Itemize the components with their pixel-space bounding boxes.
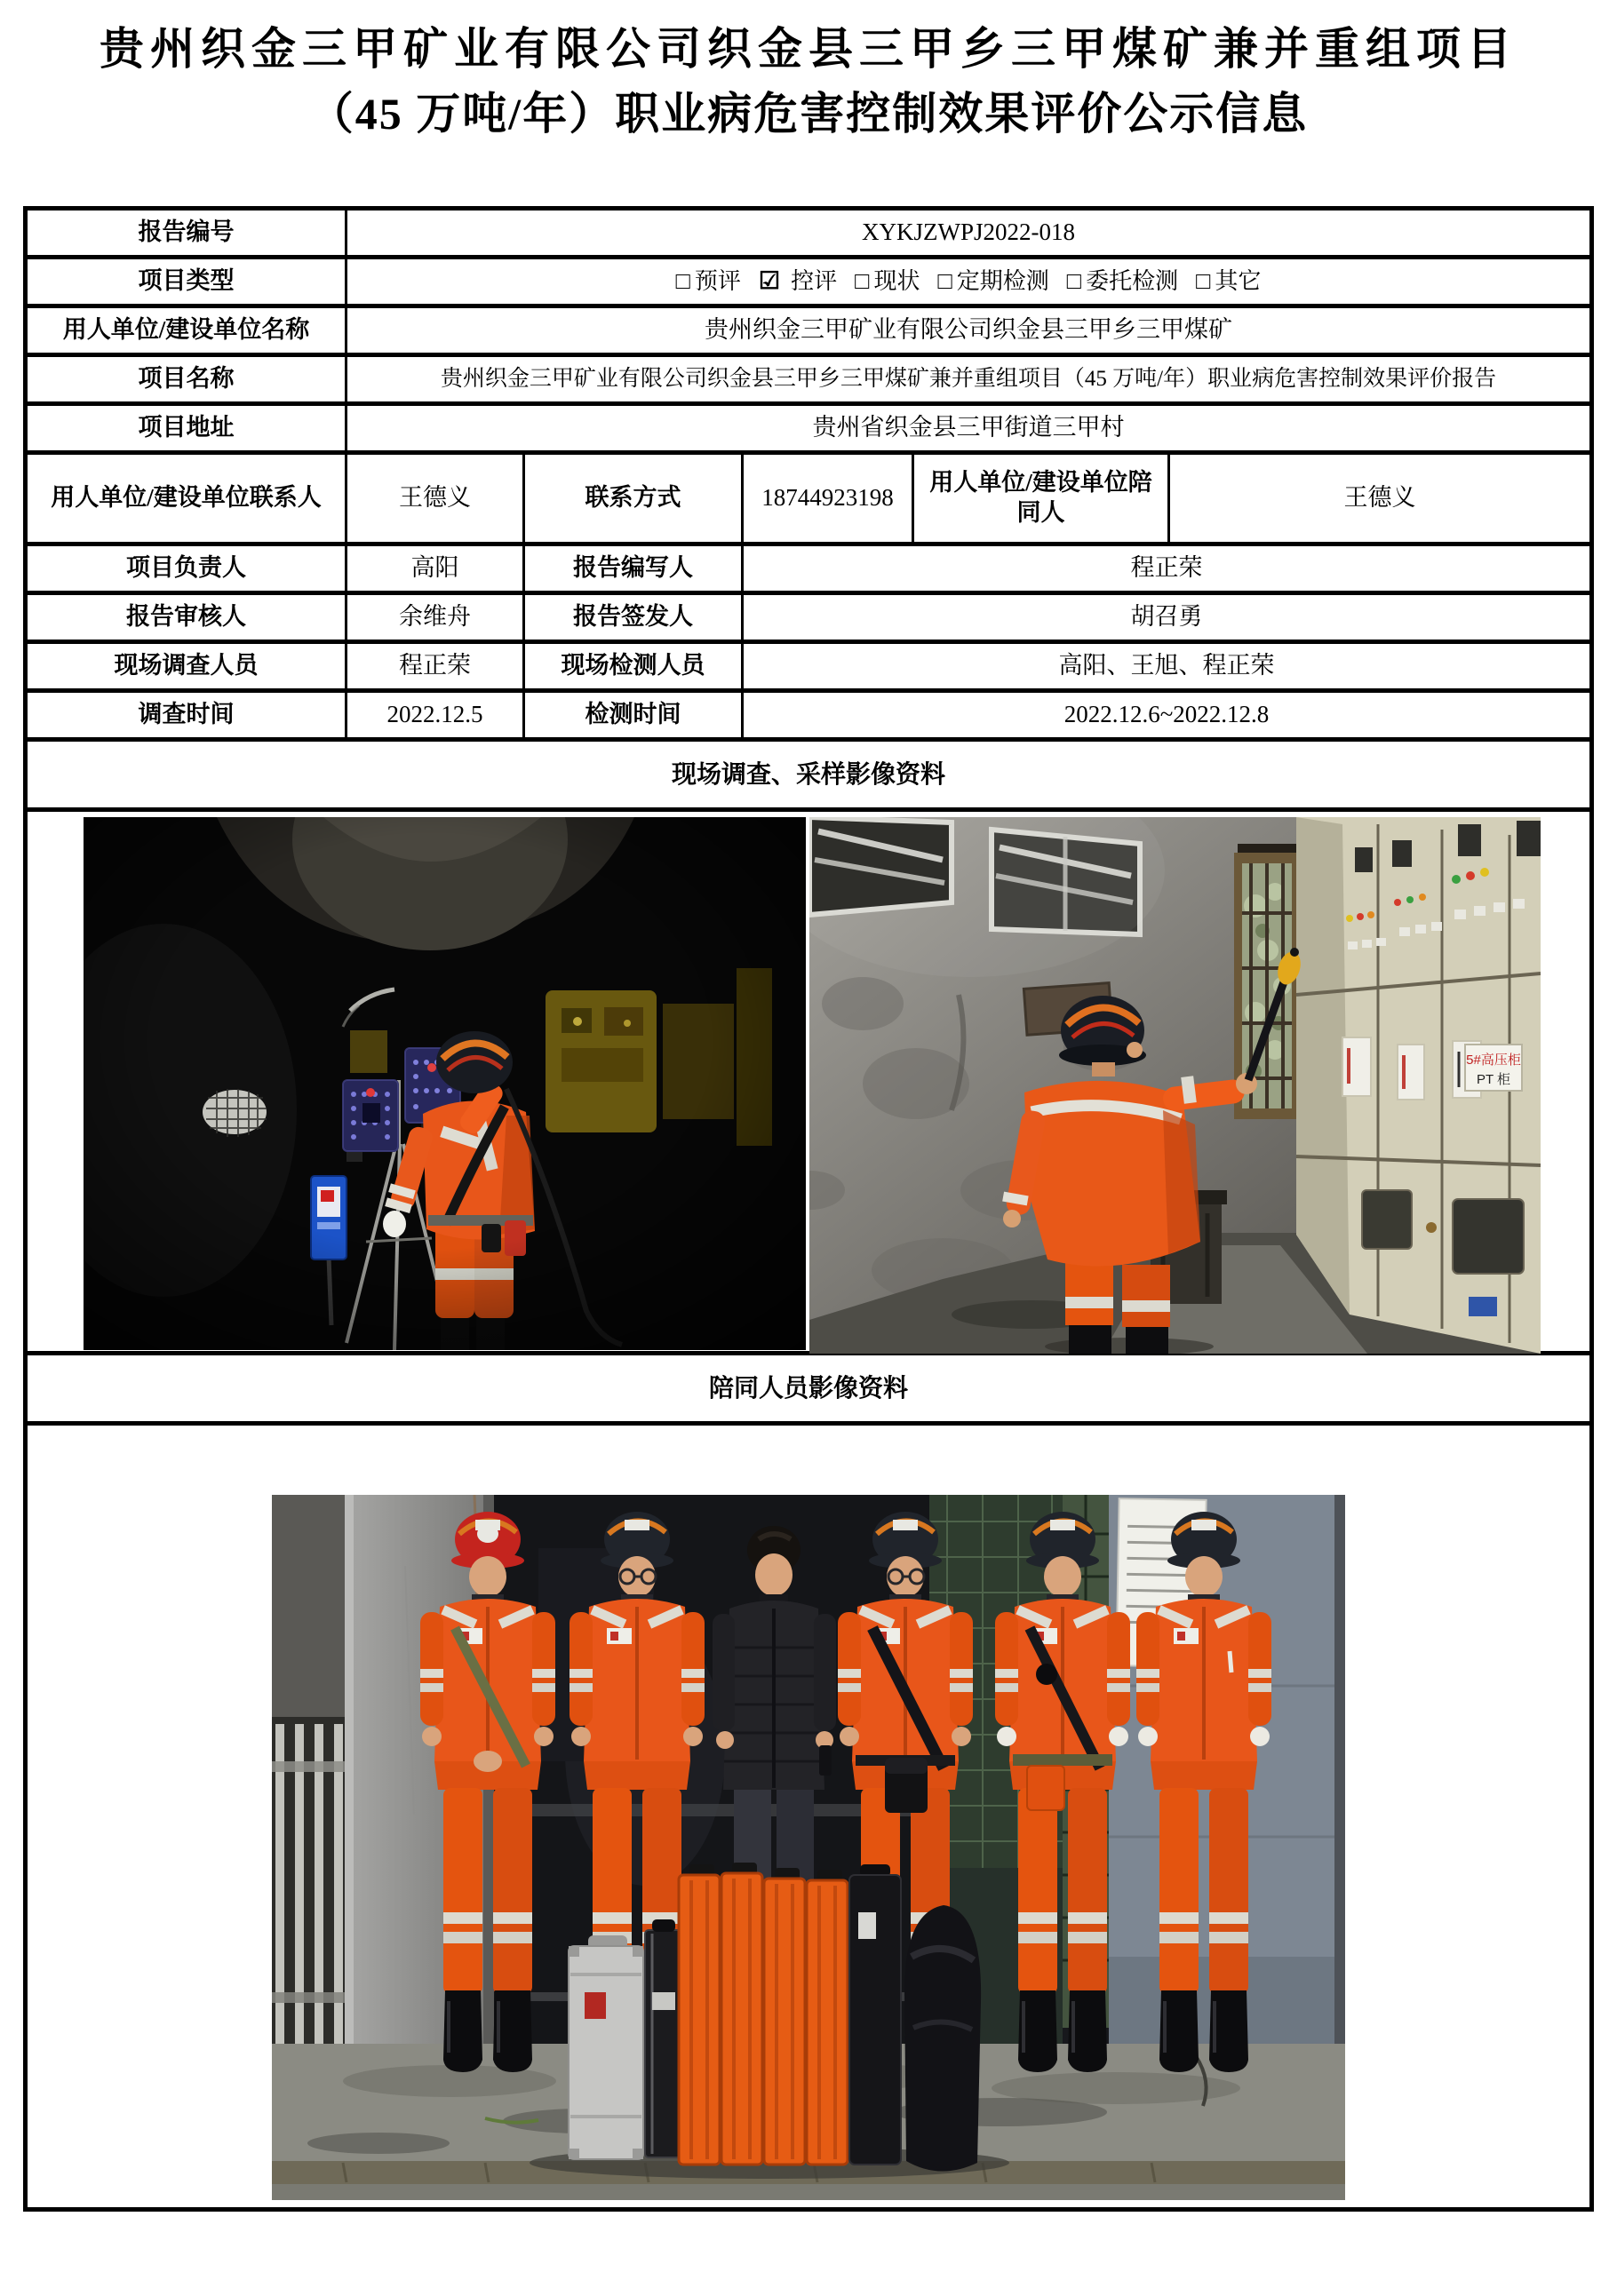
report-no-label: 报告编号 bbox=[28, 211, 347, 255]
black-slim-case bbox=[645, 1919, 682, 2157]
escort-photos-header-row bbox=[28, 1355, 1589, 1426]
test-date-value: 2022.12.6~2022.12.8 bbox=[1063, 701, 1270, 728]
writer-value: 程正荣 bbox=[1130, 554, 1203, 582]
phone-label: 联系方式 bbox=[525, 455, 744, 542]
silver-case bbox=[569, 1935, 643, 2159]
contact-row bbox=[28, 455, 1589, 546]
escort-photos-header: 陪同人员影像资料 bbox=[708, 1374, 908, 1402]
pt-label-line2: PT 柜 bbox=[1476, 1072, 1511, 1087]
escort-label: 用人单位/建设单位陪同人 bbox=[914, 455, 1170, 542]
employer-label: 用人单位/建设单位名称 bbox=[28, 308, 347, 353]
escort-value: 王德义 bbox=[1343, 484, 1416, 512]
checkbox-unchecked-icon: □ bbox=[675, 267, 690, 295]
contact-value: 王德义 bbox=[347, 455, 525, 542]
title-line-2: （45 万吨/年）职业病危害控制效果评价公示信息 bbox=[308, 89, 1309, 139]
survey-date-value: 2022.12.5 bbox=[347, 693, 525, 737]
site-photos-row bbox=[28, 812, 1589, 1355]
leader-row bbox=[28, 546, 1589, 595]
checkbox-unchecked-icon: □ bbox=[937, 267, 952, 295]
test-staff-value: 高阳、王旭、程正荣 bbox=[1058, 652, 1275, 679]
reviewer-row bbox=[28, 595, 1589, 644]
leader-label: 项目负责人 bbox=[28, 546, 347, 591]
option-other: □ 其它 bbox=[1196, 266, 1261, 297]
test-date-label: 检测时间 bbox=[525, 693, 744, 737]
issuer-label: 报告签发人 bbox=[525, 595, 744, 640]
site-photos-header-row bbox=[28, 742, 1589, 812]
option-control-evaluation: ☑ 控评 bbox=[759, 266, 837, 297]
pt-cabinet-label bbox=[1465, 1045, 1522, 1091]
document-title bbox=[0, 0, 1617, 140]
date-row bbox=[28, 693, 1589, 742]
info-table bbox=[23, 206, 1594, 2212]
black-soft-bag bbox=[904, 1905, 981, 2172]
pt-label-line1: 5#高压柜 bbox=[1466, 1053, 1521, 1068]
leader-value: 高阳 bbox=[347, 546, 525, 591]
test-staff-label: 现场检测人员 bbox=[525, 644, 744, 688]
reviewer-label: 报告审核人 bbox=[28, 595, 347, 640]
checkbox-unchecked-icon: □ bbox=[855, 267, 870, 295]
option-periodic-test: □ 定期检测 bbox=[937, 266, 1048, 297]
address-value: 贵州省织金县三甲街道三甲村 bbox=[812, 414, 1125, 441]
project-type-options bbox=[347, 259, 1589, 304]
option-preevaluation: □ 预评 bbox=[676, 266, 741, 297]
checkbox-unchecked-icon: □ bbox=[1066, 267, 1082, 295]
option-status-quo: □ 现状 bbox=[855, 266, 920, 297]
vignette bbox=[84, 817, 806, 1350]
survey-staff-value: 程正荣 bbox=[347, 644, 525, 688]
employer-value: 贵州织金三甲矿业有限公司织金县三甲乡三甲煤矿 bbox=[705, 316, 1232, 344]
reviewer-value: 余维舟 bbox=[347, 595, 525, 640]
writer-label: 报告编写人 bbox=[525, 546, 744, 591]
photo-substation-survey bbox=[809, 817, 1541, 1354]
cabinet-labels bbox=[1342, 1037, 1481, 1100]
employer-row bbox=[28, 308, 1589, 357]
black-hard-case bbox=[849, 1864, 901, 2165]
report-no-value: XYKJZWPJ2022-018 bbox=[862, 218, 1075, 246]
project-type-row bbox=[28, 259, 1589, 308]
survey-date-label: 调查时间 bbox=[28, 693, 347, 737]
checkbox-checked-icon: ☑ bbox=[758, 267, 781, 295]
issuer-value: 胡召勇 bbox=[1130, 603, 1203, 631]
survey-staff-row bbox=[28, 644, 1589, 693]
project-type-label: 项目类型 bbox=[28, 259, 347, 304]
photo-group-personnel bbox=[272, 1495, 1345, 2200]
phone-value: 18744923198 bbox=[744, 455, 914, 542]
project-name-value: 贵州织金三甲矿业有限公司织金县三甲乡三甲煤矿兼并重组项目（45 万吨/年）职业病危害控制效果评价报告 bbox=[440, 367, 1497, 392]
orange-cases bbox=[679, 1863, 848, 2165]
project-name-label: 项目名称 bbox=[28, 357, 347, 401]
contact-label: 用人单位/建设单位联系人 bbox=[28, 455, 347, 542]
report-no-row bbox=[28, 211, 1589, 259]
project-name-row bbox=[28, 357, 1589, 406]
checkbox-unchecked-icon: □ bbox=[1196, 267, 1211, 295]
escort-photos-row bbox=[28, 1426, 1589, 2207]
address-row bbox=[28, 406, 1589, 455]
site-photos-header: 现场调查、采样影像资料 bbox=[671, 760, 945, 789]
title-line-1: 贵州织金三甲矿业有限公司织金县三甲乡三甲煤矿兼并重组项目 bbox=[100, 24, 1517, 74]
switchgear-cabinets bbox=[1296, 817, 1541, 1354]
option-entrusted-test: □ 委托检测 bbox=[1067, 266, 1178, 297]
address-label: 项目地址 bbox=[28, 406, 347, 450]
survey-staff-label: 现场调查人员 bbox=[28, 644, 347, 688]
photo-underground-sampling bbox=[84, 817, 806, 1350]
